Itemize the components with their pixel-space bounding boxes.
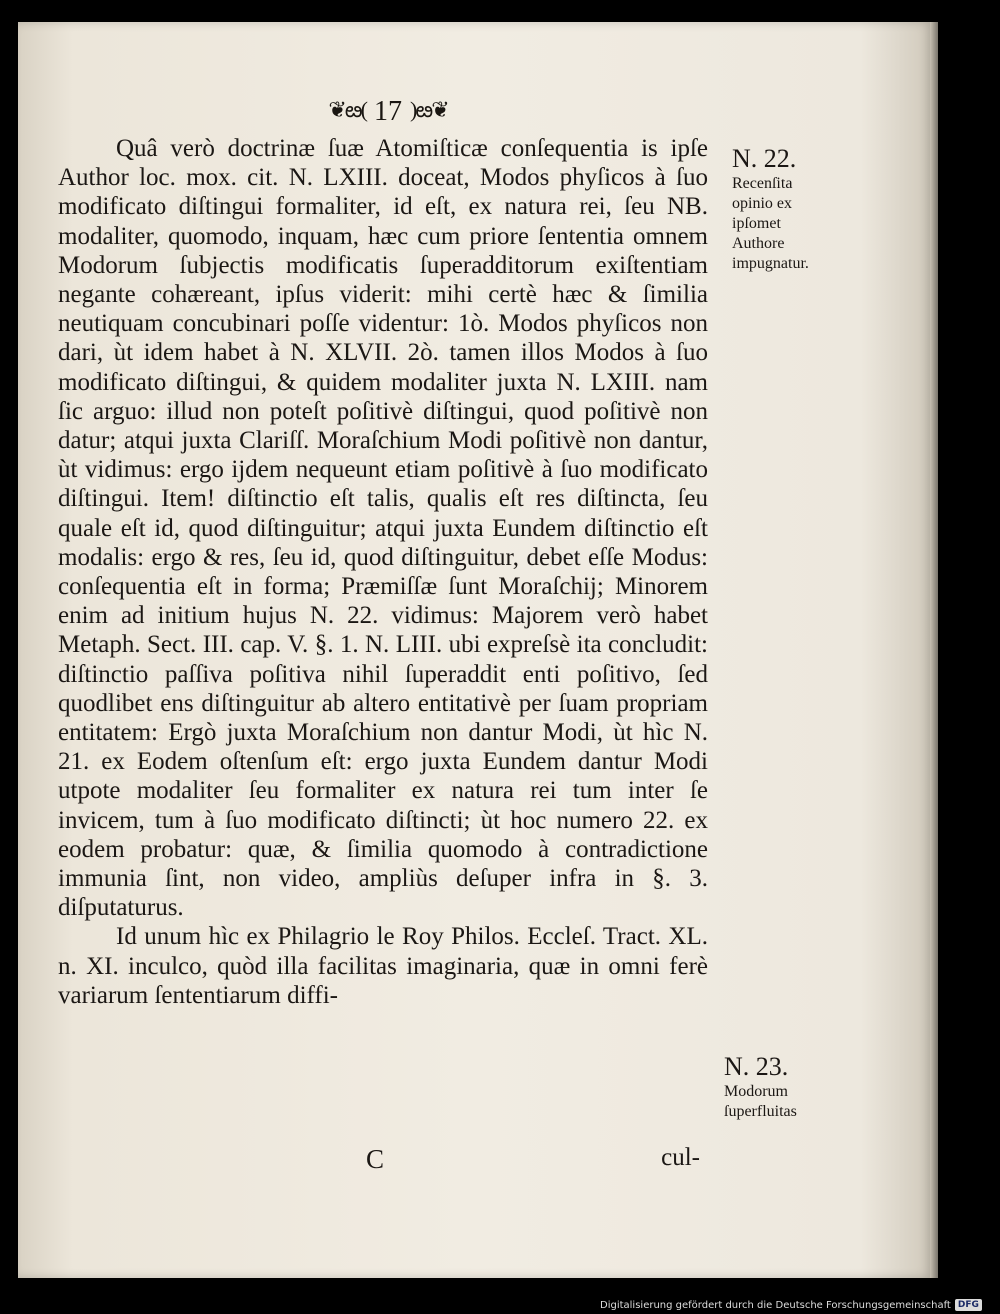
header-ornament-left: ❦ఴ(: [328, 96, 366, 122]
digitization-credit: [600, 1298, 982, 1312]
margin-note-number: N. 23.: [724, 1052, 789, 1081]
page-number: 17: [374, 96, 402, 127]
margin-note-number: N. 22.: [732, 144, 797, 173]
signature-mark: C: [366, 1144, 385, 1174]
margin-note-text: Modorum ſuperfluitas: [724, 1083, 797, 1120]
paragraph: Quâ verò doctrinæ ſuæ Atomiſticæ conſequentia is ipſe Author loc. mox. cit. N. LXIII. doceat, Modos phyſicos à ſuo modificato diſtingui formaliter, id eſt, ex natura rei, ſeu NB. modaliter, quomodo, inquam, hæc cum priore ſententia omnem Modorum ſubjectis modificatis ſuperadditorum exiſtentiam negante cohæreant, ipſus viderit: mihi certè hæc & ſimilia neutiquam concubinari poſſe videntur: 1ò. Modos phyſicos non dari, ùt idem habet à N. XLVII. 2ò. tamen illos Modos à ſuo modificato diſtingui, & quidem modaliter juxta N. LXIII. nam ſic arguo: illud non poteſt poſitivè diſtingui, quod poſitivè non datur; atqui juxta Clariſſ. Moraſchium Modi poſitivè non dantur, ùt vidimus: ergo ijdem nequeunt etiam poſitivè à ſuo modificato diſtingui. Item! diſtinctio eſt talis, qualis eſt res diſtincta, ſeu quale eſt id, quod diſtinguitur; atqui juxta Eundem diſtinctio eſt modalis: ergo & res, ſeu id, quod diſtinguitur, debet eſſe Modus: conſequentia eſt in forma; Præmiſſæ ſunt Moraſchij; Minorem enim ad initium hujus N. 22. vidimus: Majorem verò habet Metaph. Sect. III. cap. V. §. 1. N. LIII. ubi expreſsè ita concludit: diſtinctio paſſiva poſitiva nihil ſuperaddit enti poſitivo, ſed quodlibet ens diſtinguitur ab altero entitativè per ſuam propriam entitatem: Ergò juxta Moraſchium non dantur Modi, ùt hìc N. 21. ex Eodem oſtenſum eſt: ergo juxta Eundem dantur Modi utpote modaliter ſeu formaliter ex natura rei tum inter ſe invicem, tum à ſuo modificato diſtincti; ùt hoc numero 22. ex eodem probatur: quæ, & ſimilia quomodo à contradictione immunia ſint, non video, ampliùs deſuper infra in §. 3. diſputaturus.: [58, 135, 708, 922]
paragraph: Id unum hìc ex Philagrio le Roy Philos. Eccleſ. Tract. XL. n. XI. inculco, quòd illa facilitas imaginaria, quæ in omni ferè variarum ſententiarum diffi-: [58, 923, 708, 1009]
margin-note-text: Recenſita opinio ex ipſomet Authore impugnatur.: [732, 175, 809, 272]
dfg-logo: DFG: [955, 1299, 982, 1311]
credit-text: Digitalisierung gefördert durch die Deutsche Forschungsgemeinschaft: [600, 1299, 951, 1311]
page-footer: [58, 1144, 708, 1178]
margin-note: [732, 144, 832, 274]
catchword: cul-: [661, 1144, 700, 1171]
running-header: [288, 92, 488, 132]
margin-note: [724, 1052, 834, 1122]
main-text-block: [58, 134, 708, 1010]
header-ornament-right: )ఴ❦: [410, 96, 448, 122]
page-edge-shadow: [930, 22, 938, 1278]
book-page: [18, 22, 934, 1278]
